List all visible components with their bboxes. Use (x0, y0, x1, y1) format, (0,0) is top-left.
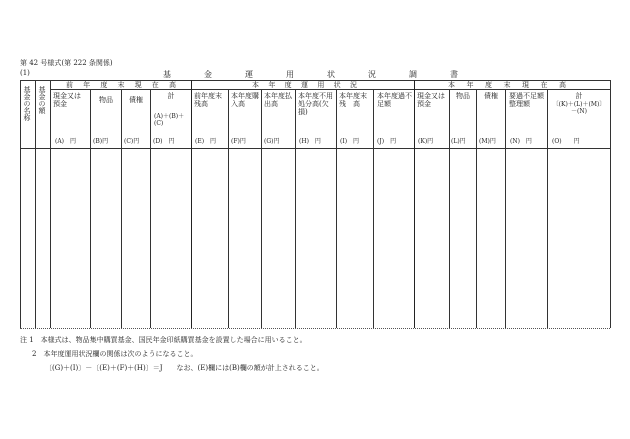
group-char: 在 (151, 81, 159, 89)
col-divider (228, 89, 229, 328)
group-char: 運 (300, 81, 308, 89)
group-char: 在 (540, 81, 548, 89)
col-total-curr-formula: 〔(K)＋(L)＋(M)〕－(N) (552, 101, 606, 115)
unit-a: (A) 円 (55, 138, 77, 145)
col-excess-shortage: 本年度過不足額 (377, 92, 412, 108)
group-divider (414, 80, 415, 328)
group-char: 用 (317, 81, 325, 89)
unit-e: (E) 円 (195, 138, 217, 145)
col-claims-curr: 債権 (484, 92, 498, 100)
unit-k: (K)円 (418, 138, 434, 145)
group-char: 状 (333, 81, 341, 89)
unit-c: (C)円 (124, 138, 140, 145)
title-char: 運 (245, 70, 253, 79)
fund-amount-header: 基金の額 (38, 86, 46, 114)
unit-j: (J) 円 (377, 138, 397, 145)
unit-f: (F)円 (231, 138, 246, 145)
col-divider (449, 89, 450, 328)
note-2: 2 本年度運用状況欄の関係は次のようになること。 (32, 350, 198, 358)
group-char: 本 (252, 81, 259, 89)
group-char: 況 (349, 81, 357, 89)
unit-o: (O) 円 (552, 138, 580, 145)
group-char: 現 (134, 81, 142, 89)
group-char: 度 (284, 81, 292, 89)
unit-b: (B)円 (93, 138, 109, 145)
col-divider (261, 89, 262, 328)
col-adjustment: 要過不足額整理額 (509, 92, 544, 108)
unit-l: (L)円 (451, 138, 466, 145)
group-curr-year-end (448, 81, 566, 89)
unit-m: (M)円 (479, 138, 496, 145)
col-divider (476, 89, 477, 328)
col-disposals: 本年度不用処分高(欠損) (298, 92, 333, 116)
title-char: 調 (409, 70, 417, 79)
group-prev-year-end (66, 81, 176, 89)
unit-h: (H) 円 (299, 138, 321, 145)
header-bottom-border (20, 148, 610, 149)
unit-i: (I) 円 (340, 138, 360, 145)
title-char: 用 (286, 70, 294, 79)
col-divider (35, 80, 36, 328)
note-1: 注 1 本様式は、物品集中購買基金、国民年金印紙購買基金を設置した場合に用いること。 (20, 336, 307, 344)
group-char: 現 (522, 81, 529, 89)
col-year-end-balance: 本年度末残 高 (339, 92, 367, 108)
col-total-prev-formula: (A)＋(B)＋(C) (154, 113, 185, 127)
col-claims-prev: 債権 (129, 96, 143, 104)
col-divider (121, 89, 122, 328)
group-operation-status (252, 81, 357, 89)
unit-g: (G)円 (264, 138, 280, 145)
group-divider (191, 80, 192, 328)
col-prev-year-balance: 前年度末残高 (194, 92, 222, 108)
col-goods-prev: 物品 (99, 96, 113, 104)
col-divider (547, 89, 548, 328)
unit-n: (N) 円 (510, 138, 532, 145)
table-right-border (610, 80, 611, 328)
col-divider (150, 89, 151, 328)
col-divider (336, 89, 337, 328)
col-total-curr: 計 (575, 92, 583, 100)
form-label: 第 42 号様式(第 222 条関係) (20, 59, 113, 67)
fund-name-header: 基金の名称 (23, 86, 31, 121)
col-total-prev: 計 (167, 92, 175, 100)
unit-d: (D) 円 (153, 138, 175, 145)
group-char: 高 (559, 81, 566, 89)
group-char: 末 (503, 81, 511, 89)
col-purchases: 本年度購入高 (231, 92, 259, 108)
form-title (163, 70, 458, 79)
col-cash-deposit-prev: 現金又は預金 (53, 92, 81, 108)
title-char: 状 (327, 70, 335, 79)
col-goods-curr: 物品 (456, 92, 470, 100)
group-header-border (50, 89, 610, 90)
note-2-formula: 〔(G)＋(I)〕－〔(E)＋(F)＋(H)〕＝J なお、(E)欄には(B)欄の額が計上されること。 (45, 364, 324, 372)
group-char: 末 (117, 81, 125, 89)
col-divider (505, 89, 506, 328)
group-char: 年 (83, 81, 91, 89)
col-divider (50, 80, 51, 328)
col-divider (90, 89, 91, 328)
section-number: (1) (20, 69, 30, 77)
title-char: 書 (450, 70, 458, 79)
group-char: 本 (448, 81, 455, 89)
col-cash-deposit-curr: 現金又は預金 (417, 92, 445, 108)
group-char: 度 (100, 81, 108, 89)
group-char: 度 (485, 81, 492, 89)
group-char: 年 (466, 81, 474, 89)
group-char: 年 (268, 81, 276, 89)
col-disbursements: 本年度払出高 (264, 92, 292, 108)
col-divider (295, 89, 296, 328)
table-left-border (20, 80, 21, 328)
title-char: 基 (163, 70, 171, 79)
title-char: 況 (368, 70, 376, 79)
col-divider (373, 89, 374, 328)
table-bottom-border (20, 328, 610, 329)
group-char: 前 (66, 81, 73, 89)
group-char: 高 (168, 81, 176, 89)
title-char: 金 (204, 70, 212, 79)
